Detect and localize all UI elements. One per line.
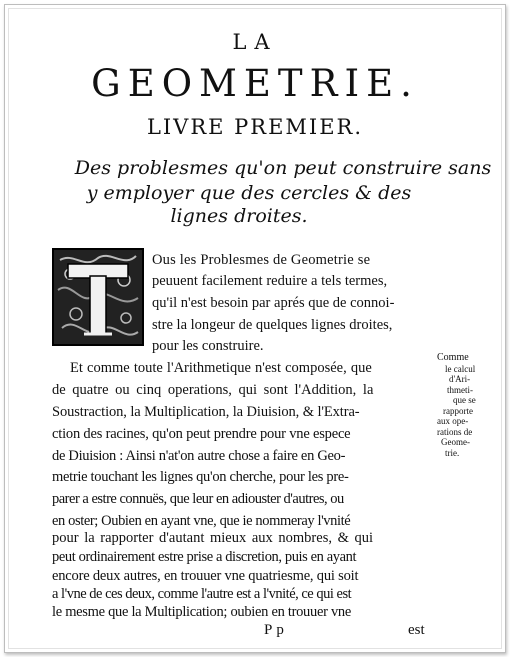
subtitle-line: y employer que des cercles & des bbox=[86, 182, 412, 204]
margin-note-line: le calcul bbox=[445, 363, 476, 374]
margin-note bbox=[437, 353, 476, 458]
text-line: parer a estre connuës, que leur en adiouster d'autres, ou bbox=[52, 491, 344, 507]
signature-mark: Pp bbox=[264, 622, 288, 638]
subtitle-line: Des problesmes qu'on peut construire sans bbox=[74, 157, 492, 179]
margin-note-line: Geome- bbox=[441, 437, 470, 447]
margin-note-line: Comme bbox=[437, 352, 469, 363]
text-line: metrie touchant les lignes qu'on cherche, pour les pre- bbox=[52, 469, 349, 485]
book-heading: LIVRE PREMIER. bbox=[146, 115, 364, 139]
margin-note-line: trie. bbox=[445, 447, 460, 458]
margin-note-line: aux ope- bbox=[437, 416, 469, 426]
margin-note-line: d'Ari- bbox=[449, 374, 471, 384]
text-line: de quatre ou cinq operations, qui sont l'Addition, la bbox=[52, 382, 374, 398]
margin-note-line: rapporte bbox=[443, 405, 473, 416]
text-line: a l'vne de ces deux, comme l'autre est a l'vnité, ce qui est bbox=[52, 586, 352, 602]
text-line: en oster; Oubien en ayant vne, que ie nommeray l'vnité bbox=[52, 513, 351, 529]
text-line: peuuent facilement reduire a tels termes, bbox=[152, 273, 388, 289]
text-line: pour les construire. bbox=[152, 338, 264, 354]
text-line: Soustraction, la Multiplication, la Diuision, & l'Extra- bbox=[52, 404, 360, 420]
title-la: LA bbox=[232, 30, 278, 54]
margin-note-line: thmeti- bbox=[447, 384, 473, 395]
text-line: Ous les Problesmes de Geometrie se bbox=[152, 252, 371, 268]
text-line: encore deux autres, en trouuer vne quatriesme, qui soit bbox=[52, 568, 359, 584]
margin-note-line: que se bbox=[453, 395, 476, 405]
text-line: Et comme toute l'Arithmetique n'est composée, que bbox=[70, 360, 372, 376]
text-line: qu'il n'est besoin par aprés que de connoi- bbox=[152, 295, 395, 311]
text-line: peut ordinairement estre prise a discretion, puis en ayant bbox=[52, 549, 357, 565]
ornamental-initial-t bbox=[52, 248, 144, 346]
subtitle-line: lignes droites. bbox=[170, 205, 308, 227]
text-line: de Diuision : Ainsi n'at'on autre chose a faire en Geo- bbox=[52, 448, 346, 464]
text-line: ction des racines, qu'on peut prendre pour vne espece bbox=[52, 426, 351, 442]
text-line: pour la rapporter d'autant mieux aux nombres, & qui bbox=[52, 530, 374, 546]
catchword: est bbox=[408, 622, 425, 638]
text-line: stre la longeur de quelques lignes droites, bbox=[152, 317, 393, 333]
text-line: le mesme que la Multiplication; oubien en trouuer vne bbox=[52, 604, 351, 620]
margin-note-line: rations de bbox=[437, 426, 473, 437]
title-geometrie: GEOMETRIE. bbox=[91, 62, 419, 105]
